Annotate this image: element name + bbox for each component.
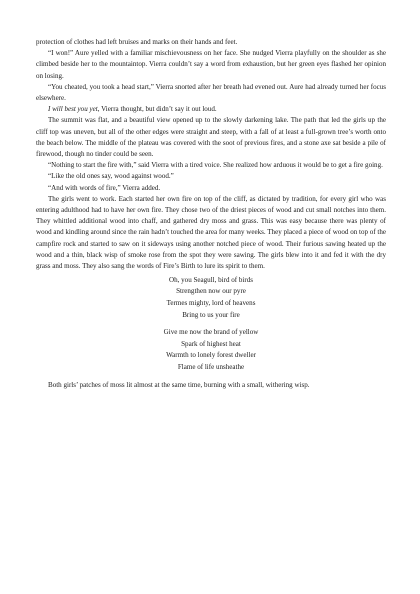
paragraph [36, 104, 386, 115]
poem-line: Strengthen now our pyre [176, 287, 246, 296]
paragraph: The girls went to work. Each started her own fire on top of the cliff, as dictated by tradition, for every girl who was entering adulthood had to have her own fire. They chose two of the driest pieces of wood and cut small notches into them. They whittled additional wood into chaff, and gathered dry moss and grass. This was easy because there was plenty of wood and kindling around since the rain hadn’t touched the area for many weeks. They placed a piece of wood on top of the campfire rock and started to saw on it sideways using another notched piece of wood. Their furious sawing heated up the wood and a thin, black wisp of smoke rose from the spot they were sawing. The girls blew into it and fed it with the dry grass and moss. They also sang the words of Fire’s Birth to lure its spirit to them. [36, 194, 387, 271]
poem-stanza [36, 275, 386, 321]
paragraph: “Like the old ones say, wood against wood.” [48, 172, 174, 181]
paragraph: “You cheated, you took a head start,” Vierra snorted after her breath had evened out. Aure had already turned her focus elsewhere. [36, 82, 386, 103]
poem-line: Spark of highest heat [181, 339, 241, 348]
poem-line: Warmth to lonely forest dweller [166, 351, 256, 360]
paragraph: Both girls’ patches of moss lit almost at the same time, burning with a small, withering wisp. [48, 380, 310, 389]
paragraph: “Nothing to start the fire with,” said Vierra with a tired voice. She realized how arduous it would be to get a fire going. [48, 161, 383, 170]
paragraph: “I won!” Aure yelled with a familiar mischievousness on her face. She nudged Vierra playfully on the shoulder as she climbed beside her to the mountaintop. Vierra couldn’t say a word from exhaustion, but her green eyes flashed her opinion on losing. [36, 49, 386, 80]
poem-line: Bring to us your fire [182, 310, 240, 319]
poem-line: Flame of life unsheathe [177, 362, 245, 371]
paragraph: The summit was flat, and a beautiful view opened up to the slowly darkening lake. The path that led the girls up the cliff top was uneven, but all of the other edges were straight and steep, with a fall of at least a full-grown tree’s worth onto the beach below. The middle of the plateau was covered with the soot of previous fires, and a stone axe sat beside a pile of firewood, though no tinder could be seen. [36, 116, 386, 159]
poem-line: Termes mighty, lord of heavens [166, 298, 256, 307]
poem-line: Oh, you Seagull, bird of birds [169, 275, 253, 284]
paragraph: “And with words of fire,” Vierra added. [48, 183, 161, 192]
poem-line: Give me now the brand of yellow [163, 328, 259, 337]
poem-stanza [36, 327, 386, 373]
italic-thought: I will best you yet [48, 105, 98, 114]
song-of-fires-birth [36, 275, 386, 374]
paragraph: protection of clothes had left bruises and marks on their hands and feet. [36, 38, 238, 46]
page-body [36, 37, 386, 391]
paragraph-rest: , Vierra thought, but didn’t say it out loud. [97, 105, 217, 114]
